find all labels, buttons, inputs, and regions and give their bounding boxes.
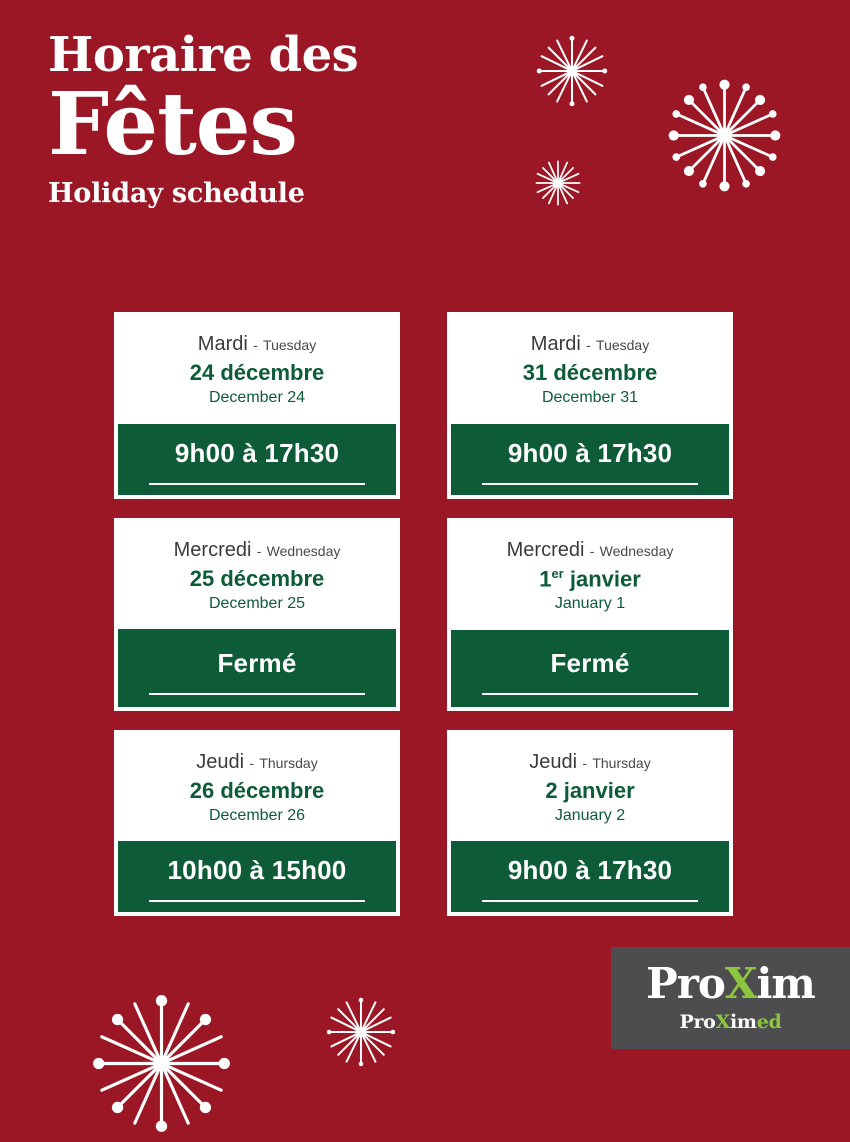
card-day-fr: Jeudi [529,750,578,773]
card-hours-rule [482,900,699,902]
page-title-line1: Horaire des [48,27,359,83]
card-hours-rule [149,900,366,902]
schedule-card [114,312,400,499]
card-day-line [457,751,723,774]
card-date-fr [457,566,723,593]
poster-header [48,27,548,210]
card-date-section [451,734,729,842]
card-hours: 9h00 à 17h30 [174,437,340,468]
card-date-section [118,522,396,630]
card-day-fr: Mardi [530,333,581,355]
card-day-sep: - [253,337,258,353]
logo-x-mark: X [724,959,757,1008]
card-hours-rule [482,483,699,485]
card-date-fr: 2 janvier [545,777,635,803]
card-hours-section [451,841,729,912]
card-day-line [124,539,390,562]
card-date-fr-number: 1 [539,565,552,591]
card-day-en: Thursday [259,754,318,771]
card-date-fr: 26 décembre [189,777,325,803]
logo-subbrand [679,1011,781,1033]
card-date-section [118,734,396,842]
snowflake-top-large-icon [661,72,788,199]
logo-sub-x: X [715,1011,730,1033]
card-hours-section [118,424,396,495]
card-day-sep: - [249,754,255,771]
schedule-card [447,312,733,499]
card-hours-rule [149,693,366,695]
card-date-fr: 24 décembre [189,359,325,385]
card-hours: Fermé [550,647,630,678]
card-day-en: Thursday [592,754,651,771]
card-day-sep: - [586,337,591,353]
schedule-card [114,730,400,917]
card-day-line [457,539,723,562]
card-date-en: December 25 [208,594,306,612]
card-date-section [118,316,396,424]
schedule-card [447,518,733,711]
logo-wordmark [646,959,815,1008]
logo-sub-before: Pro [679,1011,716,1033]
snowflake-bottom-small-icon [323,994,399,1070]
card-day-line [124,333,390,356]
card-day-en: Tuesday [263,337,317,353]
card-date-fr-month: janvier [569,565,641,591]
schedule-card [447,730,733,917]
card-day-sep: - [256,542,262,559]
card-hours: 10h00 à 15h00 [167,855,347,886]
proxim-logo [611,947,850,1049]
logo-name-before: Pro [646,959,725,1008]
card-day-sep: - [582,754,588,771]
card-day-fr: Jeudi [196,750,245,773]
card-hours: 9h00 à 17h30 [507,855,673,886]
page-title-line2: Fêtes [48,74,297,176]
card-date-en: December 24 [208,389,306,407]
card-hours-section [451,424,729,495]
card-day-en: Tuesday [596,337,650,353]
card-hours-rule [149,483,366,485]
logo-sub-mid: im [730,1011,757,1033]
card-hours: 9h00 à 17h30 [507,437,673,468]
card-day-en: Wednesday [266,542,341,559]
card-hours: Fermé [217,647,297,678]
card-date-en: December 31 [541,389,639,407]
card-hours-section [118,841,396,912]
card-hours-section [118,629,396,706]
card-date-section [451,316,729,424]
card-day-en: Wednesday [599,542,674,559]
card-day-line [124,751,390,774]
logo-name-after: im [756,959,815,1008]
card-date-fr: 31 décembre [522,359,658,385]
card-day-fr: Mercredi [173,538,252,561]
page-subtitle: Holiday schedule [48,178,305,210]
snowflake-bottom-large-icon [83,985,240,1142]
schedule-grid [114,312,736,916]
card-hours-rule [482,693,699,695]
card-hours-section [451,630,729,707]
card-day-sep: - [589,542,595,559]
card-date-en: December 26 [208,806,306,824]
card-day-line [457,333,723,356]
card-date-fr: 25 décembre [189,565,325,591]
card-day-fr: Mercredi [506,538,585,561]
card-date-section [451,522,729,630]
card-date-en: January 1 [554,595,626,613]
card-day-fr: Mardi [197,333,248,355]
card-date-en: January 2 [554,806,626,824]
schedule-card [114,518,400,711]
logo-sub-ed: ed [756,1011,782,1033]
card-date-fr-sup: er [551,565,564,581]
